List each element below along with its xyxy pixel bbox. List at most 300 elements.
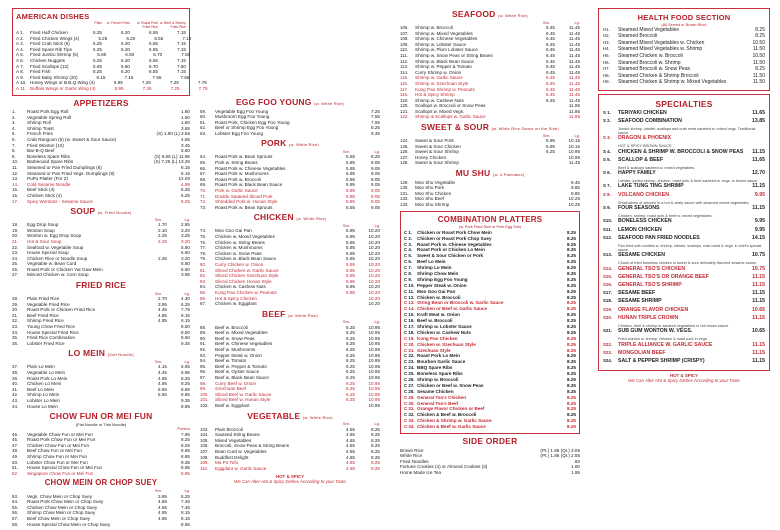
pork-item-number: 65. xyxy=(200,160,207,166)
seafood-item-name: Hot & Spicy Shrimp xyxy=(415,92,455,98)
vegetable-item-price: 8.25 xyxy=(371,454,380,460)
specialties-item-price: 11.15 xyxy=(752,341,765,348)
chowfun-item-number: 49. xyxy=(12,453,19,459)
appetizers-item-price: 6.15 xyxy=(181,165,190,170)
health-item-name: Steamed Mixed Vegetables xyxy=(618,26,679,33)
seafood-item-price: 6.45 xyxy=(546,47,555,53)
specialties-item-name: SESAME BEEF xyxy=(618,290,656,297)
beef-item-price: 10.95 xyxy=(368,330,380,336)
combo-item-number: C 26. xyxy=(404,376,415,382)
pork-item-price: 9.05 xyxy=(371,188,380,194)
combo-item-number: C 27. xyxy=(404,382,415,388)
chicken-item-name: Moo Goo Gai Pan xyxy=(215,228,252,234)
soup-item-number: 18. xyxy=(12,222,19,228)
sideorder-item-price: (Pt.) 1.95 (Qt.) 3.05 xyxy=(540,447,580,453)
lomein-item-name: Vegetable Lo Mein xyxy=(27,369,66,375)
pork-item-number: 67. xyxy=(200,171,207,177)
chicken-item-number: 83. xyxy=(200,278,207,284)
health-item-price: 8.25 xyxy=(755,33,765,40)
american-item-price: 5.65 xyxy=(93,63,102,69)
american-col-label: w. French Fries xyxy=(106,21,130,26)
specialties-item-number: S 2. xyxy=(603,117,611,123)
specialties-item-name: SUB GUM WONTON W. VEGS. xyxy=(618,328,693,335)
american-item-price: 5.95 xyxy=(114,85,124,91)
american-item-number: A 4. xyxy=(16,46,24,52)
pork-item-name: Roast Pork w. Chinese Vegetables xyxy=(215,165,286,171)
combo-item-price: 8.25 xyxy=(567,235,576,241)
chicken-item-number: 86. xyxy=(200,295,207,301)
appetizers-item-number: 10. xyxy=(12,159,19,165)
egg-foo-young-section xyxy=(200,98,380,136)
pork-col-label: Sm. xyxy=(342,149,350,154)
chicken-item-name: Chicken w. Eggplant xyxy=(215,301,257,307)
beef-item-name: Curry Beef w. Onion xyxy=(215,380,257,386)
appetizers-item-price: 1.50 xyxy=(181,114,190,120)
american-header-spacer xyxy=(16,22,74,30)
chicken-item-price: 5.95 xyxy=(346,261,355,267)
combo-item-price: 8.25 xyxy=(567,247,576,253)
soup-item-price: 2.10 xyxy=(158,227,167,233)
friedrice-item-number: 33. xyxy=(12,324,19,330)
combo-item-number: C 28. xyxy=(404,388,415,394)
american-item-price: 7.55 xyxy=(152,74,162,80)
american-dishes-title: AMERICAN DISHES xyxy=(16,12,90,21)
lomein-item-name: Lobster Lo Mein xyxy=(27,397,60,403)
health-item-number: H1. xyxy=(603,26,610,32)
combo-item-number: C 1. xyxy=(404,229,413,235)
appetizers-item xyxy=(12,199,190,205)
specialties-item-description: Chicken, shrimp, roast pork & beef w. mixed vegetables. xyxy=(618,214,713,219)
combo-item-name: Shrimp w. Broccoli xyxy=(417,376,459,382)
combo-item-name: Beef Lo Mein xyxy=(417,259,446,265)
pork-item-price: 5.95 xyxy=(346,160,355,166)
lomein-item-name: Roast Pork Lo Mein xyxy=(27,375,68,381)
chicken-item-price: 10.20 xyxy=(368,256,380,262)
pork-item-number: 71. xyxy=(200,193,207,199)
combo-item-name: Chicken or Beef w. Snow Peas xyxy=(417,382,484,388)
pork-section xyxy=(200,139,380,210)
chicken-item-price: 10.20 xyxy=(368,273,380,279)
pork-item-price: 5.95 xyxy=(346,171,355,177)
lomein-item-price: 5.55 xyxy=(158,386,167,392)
soup-item-number: 21. xyxy=(12,238,19,244)
combo-item-name: Chicken or Roast Pork Chop Suey xyxy=(417,235,492,241)
specialties-item-price: 11.15 xyxy=(752,314,765,321)
american-item-price: 6.55 xyxy=(149,46,158,52)
combo-item-number: C 19. xyxy=(404,335,415,341)
combo-item-price: 8.25 xyxy=(567,241,576,247)
seafood-item-price: 11.45 xyxy=(568,36,580,42)
combo-item-number: C 13. xyxy=(404,300,415,306)
specialties-item-number: S 3. xyxy=(603,135,611,141)
vegetable-item-name: Broccoli, Snow Peas & String Beans xyxy=(215,443,290,449)
combo-item-name: Shrimp Lo Mein xyxy=(417,265,452,271)
chow-fun-title: CHOW FUN OR MEI FUN xyxy=(49,411,153,422)
seafood-item-price: 6.45 xyxy=(546,24,555,30)
combination-platters-section xyxy=(400,211,580,434)
seafood-item-number: 110. xyxy=(400,47,409,53)
chicken-item-name: Sliced Chicken Szechuan Style xyxy=(215,273,279,279)
appetizers-item-number: 4. xyxy=(12,125,16,131)
seafood-item-price: 11.45 xyxy=(568,30,580,36)
chicken-item-name: Hot & Spicy Chicken xyxy=(215,295,257,301)
sideorder-item-name: White Rice xyxy=(400,453,423,459)
chicken-item-price: 10.20 xyxy=(368,284,380,290)
specialties-section xyxy=(598,94,770,371)
chowmein-item-number: 54. xyxy=(12,499,19,505)
seafood-item-price: 6.45 xyxy=(546,97,555,103)
american-item-price: 7.50 xyxy=(177,63,186,69)
chicken-item-price: 10.20 xyxy=(368,239,380,245)
pork-item-price: 9.05 xyxy=(371,171,380,177)
chowmein-item-price: 4.95 xyxy=(158,515,167,521)
specialties-item-number: S13. xyxy=(603,252,613,258)
combo-item-price: 8.25 xyxy=(567,288,576,294)
mushu-item-name: Moo Shu Beef xyxy=(415,196,445,202)
seafood-item-number: 114. xyxy=(400,69,409,75)
specialties-item-number: S 5. xyxy=(603,156,611,162)
american-item-price: 7.65 xyxy=(180,74,190,80)
beef-item-price: 10.95 xyxy=(368,363,380,369)
combo-item-name: Orange Flavor Chicken or Beef xyxy=(417,406,485,412)
specialties-item-number: S12. xyxy=(603,234,613,240)
eggfooyoung-item-name: Roast Pork, Chicken Egg Foo Young xyxy=(215,119,290,125)
specialties-item-name: GENERAL TSO'S OR ORANGE BEEF xyxy=(618,273,709,280)
soup-item-number: 20. xyxy=(12,233,19,239)
health-item-name: Steamed Chicken & Shrimp w. Mixed Vegetables xyxy=(618,79,727,86)
combo-item-number: C 11. xyxy=(404,288,415,294)
seafood-item-name: Scallops w. Mixed Vegs. xyxy=(415,108,465,114)
american-item-price: 7.75 xyxy=(198,85,208,91)
chowfun-item-name: House Special Chow Fun or Mei Fun xyxy=(27,465,103,471)
pork-item-price: 9.05 xyxy=(371,204,380,210)
american-item-name: Fried Spare Rib Tips xyxy=(30,46,72,52)
seafood-item-number: 120. xyxy=(400,103,409,109)
sweet-sour-title-text: SWEET & SOUR xyxy=(421,122,490,133)
pork-item-price: 5.95 xyxy=(346,193,355,199)
appetizers-list xyxy=(12,109,190,204)
american-item-price: 7.25 xyxy=(142,85,152,91)
american-item-price: 6.20 xyxy=(121,41,130,47)
american-item-name: Honey Wings or B.B.Q Wing (4) xyxy=(30,80,95,86)
sweetsour-item-name: Sweet & Sour Shrimp xyxy=(415,149,459,155)
beef-item-name: Beef w. Mushrooms xyxy=(215,347,256,353)
american-item-price: 6.55 xyxy=(149,30,158,36)
sweetsour-item-price: 11.45 xyxy=(568,160,580,166)
american-item-price: 6.20 xyxy=(121,46,130,52)
friedrice-item-name: Shrimp Fried Rice xyxy=(27,318,64,324)
specialties-item xyxy=(603,119,765,127)
appetizers-item-number: 17. xyxy=(12,198,19,204)
seafood-item-name: Shrimp w. Lobster Sauce xyxy=(415,41,467,47)
american-col-label: Plain xyxy=(94,21,102,26)
american-item-price: 7.15 xyxy=(177,57,186,63)
beef-item-price: 6.25 xyxy=(346,330,355,336)
health-food-section xyxy=(598,8,770,91)
american-item-price: 7.25 xyxy=(169,80,179,86)
appetizers-item-name: Spicy Wontons - Sesame Sauce xyxy=(27,198,93,204)
sweet-sour-title xyxy=(400,123,580,133)
vegetable-item-number: 105. xyxy=(200,437,209,443)
chicken-item-price: 5.95 xyxy=(346,239,355,245)
chicken-item-price: 10.20 xyxy=(368,233,380,239)
chowfun-item-price: 8.25 xyxy=(181,437,190,443)
appetizers-item-name: Crab Rangoon (8) (w. Sweet & Sour Sauce) xyxy=(27,137,117,143)
friedrice-item-number: 32. xyxy=(12,318,19,324)
appetizers-item-name: Fried Wonton (10) xyxy=(27,142,64,148)
seafood-item-price: 11.45 xyxy=(568,92,580,98)
appetizers-item-name: Shrimp Toast xyxy=(27,125,54,131)
chowfun-item-name: Chicken Chow Fun or Mei Fun xyxy=(27,442,90,448)
beef-item-number: 92. xyxy=(200,347,207,353)
lomein-item-price: 8.25 xyxy=(181,375,190,381)
american-rows xyxy=(16,30,208,92)
beef-item-price: 10.95 xyxy=(368,335,380,341)
mushu-item-number: 133. xyxy=(400,201,409,207)
combo-item-number: C 18. xyxy=(404,329,415,335)
health-item-price: 10.50 xyxy=(752,39,765,46)
health-item-name: Steamed Broccoli xyxy=(618,33,658,40)
fried-rice-title: FRIED RICE xyxy=(75,280,127,291)
chowmein-item-number: 55. xyxy=(12,504,19,510)
combo-item-number: C 34. xyxy=(404,424,415,430)
soup-item-name: Chicken Rice or Noodle Soup xyxy=(27,255,88,261)
chowfun-col-label: Portion xyxy=(177,426,190,432)
soup-item-name: Minced Chicken w. Corn Soup xyxy=(27,272,89,278)
friedrice-item-name: Fried Rice Combination xyxy=(27,335,75,341)
beef-item-number: 99. xyxy=(200,386,207,392)
seafood-item-price: 6.45 xyxy=(546,92,555,98)
pork-item-number: 66. xyxy=(200,165,207,171)
seafood-item-number: 122. xyxy=(400,114,409,120)
appetizers-section xyxy=(12,99,190,205)
american-item-number: A 10. xyxy=(16,80,27,86)
chowmein-col-label: Sm. xyxy=(154,488,162,494)
chowmein-item-name: Shrimp Chow Mein or Chop Suey xyxy=(27,510,96,516)
chicken-item-name: Sliced Chicken Hunan Style xyxy=(215,278,272,284)
specialties-item-number: S22. xyxy=(603,341,613,347)
chowmein-item-number: 56. xyxy=(12,510,19,516)
vegetable-item-price: 8.25 xyxy=(371,465,380,471)
health-item-name: Steamed Broccoli w. Shrimp xyxy=(618,59,681,66)
beef-item-price: 6.25 xyxy=(346,369,355,375)
pork-item-price: 9.05 xyxy=(371,165,380,171)
health-item-price: 8.25 xyxy=(755,26,765,33)
lomein-item-number: 42. xyxy=(12,392,19,398)
chowmein-item-name: House Special Chow Mein or Chop Suey xyxy=(27,521,111,527)
eggfooyoung-item-name: Mushroom Egg Foo Young xyxy=(215,114,270,120)
vegetable-subtitle: (w. White Rice) xyxy=(302,414,333,420)
american-item-price: 7.25 xyxy=(141,80,151,86)
chicken-item-number: 76. xyxy=(200,239,207,245)
specialties-list xyxy=(603,111,765,368)
specialties-item-number: S23. xyxy=(603,349,613,355)
combo-item-price: 8.25 xyxy=(567,394,576,400)
specialties-item-description: Lobster, jumbo shrimp, chicken, roast pork & beef sauteed w. vegs. in brown sauce. xyxy=(618,179,759,184)
combo-item-price: 8.25 xyxy=(567,306,576,312)
american-item-price: 6.20 xyxy=(126,35,136,41)
lomein-item-price: 4.45 xyxy=(158,369,167,375)
specialties-item xyxy=(603,329,765,337)
appetizers-item-number: 8. xyxy=(12,148,16,154)
pork-item-price: 9.05 xyxy=(371,182,380,188)
beef-item-name: Sliced Beef w. Hunan Style xyxy=(215,397,271,403)
sweetsour-item xyxy=(400,160,580,166)
appetizers-item-number: 7. xyxy=(12,142,16,148)
beef-item-number: 95. xyxy=(200,363,207,369)
vegetable-item-number: 108. xyxy=(200,454,209,460)
mu-shu-section xyxy=(400,169,580,207)
appetizers-item-name: PuPu Platter (For 2) xyxy=(27,176,68,182)
soup-item-number: 25. xyxy=(12,261,19,267)
specialties-item-name: LAKE TUNG TING SHRIMP xyxy=(618,183,684,190)
american-item-price: 7.50 xyxy=(181,52,191,58)
egg-foo-young-subtitle: (w. White Rice) xyxy=(314,101,345,106)
lomein-item-price: 8.95 xyxy=(181,403,190,409)
chicken-subtitle: (w. White Rice) xyxy=(296,216,327,222)
combo-item-number: C 16. xyxy=(404,318,415,324)
specialties-item-number: S21. xyxy=(603,328,613,334)
specialties-item-price: 11.15 xyxy=(752,357,765,364)
specialties-item-number: S20. xyxy=(603,314,613,320)
mushu-item-price: 10.25 xyxy=(568,201,580,207)
seafood-item-name: Shrimp & Scallops w. Garlic Sauce xyxy=(415,114,486,120)
health-item-number: H7. xyxy=(603,66,610,72)
chicken-item-price: 5.95 xyxy=(346,278,355,284)
american-item-number: A 6. xyxy=(16,57,24,63)
specialties-item-price: 9.95 xyxy=(754,191,765,198)
seafood-item-price: 11.45 xyxy=(568,75,580,81)
seafood-item-name: Shrimp w. Black Bean Sauce xyxy=(415,58,474,64)
health-item-number: H4. xyxy=(603,46,610,52)
specialties-item-name: SEAFOOD COMBINATION xyxy=(618,117,682,124)
specialties-item-number: S 6. xyxy=(603,170,611,176)
mu-shu-list xyxy=(400,180,580,208)
specialties-item-number: S24. xyxy=(603,357,613,363)
soup-item-number: 24. xyxy=(12,255,19,261)
lomein-item-number: 39. xyxy=(12,375,19,381)
lomein-item-price: 6.65 xyxy=(181,364,190,370)
american-item-name: Fried Jumbo Shrimp (5) xyxy=(30,52,79,58)
lomein-item-number: 37. xyxy=(12,364,19,370)
chicken-item-name: Chicken w. Black Bean Sauce xyxy=(215,256,277,262)
beef-item-number: 100. xyxy=(200,391,209,397)
beef-item-price: 10.95 xyxy=(368,391,380,397)
footer-note-right xyxy=(598,374,770,384)
combo-item-name: Kung Pao Chicken xyxy=(417,335,458,341)
chicken-item-number: 79. xyxy=(200,256,207,262)
sideorder-item xyxy=(400,470,580,476)
eggfooyoung-item-number: 63. xyxy=(200,130,207,136)
combo-item-name: General Tso's Chicken xyxy=(417,394,467,400)
specialties-item-number: S17. xyxy=(603,290,613,296)
specialties-item-number: S16. xyxy=(603,282,613,288)
seafood-item-number: 106. xyxy=(400,24,409,30)
side-order-section xyxy=(400,437,580,475)
lo-mein-list xyxy=(12,360,190,409)
lo-mein-title-text: LO MEIN xyxy=(68,348,106,359)
seafood-item-price: 11.95 xyxy=(568,103,580,109)
combo-item-price: 8.25 xyxy=(567,229,576,235)
chicken-item-price: 5.95 xyxy=(346,233,355,239)
eggfooyoung-item-price: 7.95 xyxy=(371,119,380,125)
beef-item-price: 10.95 xyxy=(368,352,380,358)
chowfun-item-number: 51. xyxy=(12,465,19,471)
soup-title-text: SOUP xyxy=(70,206,96,217)
seafood-item-price: 11.45 xyxy=(568,52,580,58)
soup-subtitle: (w. Fried Noodle) xyxy=(97,210,132,216)
alter-note: We Can Alter Hot & Spicy Dishes According to your Taste xyxy=(234,479,346,485)
seafood-item-price: 11.45 xyxy=(568,47,580,53)
soup-item-price: 5.60 xyxy=(181,250,190,256)
chicken-item-number: 78. xyxy=(200,250,207,256)
chicken-item-name: Chicken w. Snow Peas xyxy=(215,250,262,256)
eggfooyoung-item-price: 7.25 xyxy=(371,108,380,114)
american-item-number: A 9. xyxy=(16,74,24,80)
appetizers-title: APPETIZERS xyxy=(73,97,129,108)
friedrice-item-price: 8.50 xyxy=(181,335,190,341)
combo-item-price: 8.25 xyxy=(567,353,576,359)
eggfooyoung-item-name: Lobster Egg Foo Young xyxy=(215,130,264,136)
pork-item-price: 5.95 xyxy=(346,188,355,194)
mushu-item-price: 9.45 xyxy=(571,179,580,185)
appetizers-item-price: (S) 1.90 (L) 3.55 xyxy=(156,131,190,137)
chicken-section xyxy=(200,213,380,306)
beef-item-price: 10.95 xyxy=(368,341,380,347)
lomein-item-number: 38. xyxy=(12,369,19,375)
american-item-name: Buffalo Wings or Garlic Wing (4) xyxy=(30,85,96,91)
egg-foo-young-title xyxy=(200,98,380,108)
chicken-item-price: 10.20 xyxy=(368,250,380,256)
lomein-item-name: Chicken Lo Mein xyxy=(27,381,62,387)
american-item-number: A 5. xyxy=(16,52,24,58)
seafood-item-number: 115. xyxy=(400,75,409,81)
appetizers-item-number: 9. xyxy=(12,153,16,159)
chowmein-item-price: 8.15 xyxy=(181,515,190,521)
chowmein-col-label: Lg. xyxy=(184,488,190,494)
specialties-item-name: BONELESS CHICKEN xyxy=(618,218,672,225)
eggfooyoung-item-number: 59. xyxy=(200,108,207,114)
pork-item-number: 69. xyxy=(200,182,207,188)
column-4 xyxy=(598,8,770,384)
chicken-item-price: 5.95 xyxy=(346,284,355,290)
combo-item-name: Szechuan Style xyxy=(417,347,451,353)
seafood-item-price: 11.45 xyxy=(568,64,580,70)
seafood-item-number: 107. xyxy=(400,30,409,36)
appetizers-item-price: 1.60 xyxy=(181,109,190,115)
soup-item-price: 2.25 xyxy=(158,233,167,239)
chicken-item-price: 10.20 xyxy=(368,301,380,307)
combo-item-price: 8.25 xyxy=(567,312,576,318)
specialties-item xyxy=(603,171,765,179)
combo-item-price: 8.25 xyxy=(567,318,576,324)
specialties-item-price: 11.65 xyxy=(752,156,765,163)
seafood-item-name: Shrimp w. Chinese Vegetables xyxy=(415,36,478,42)
pork-list xyxy=(200,150,380,210)
beef-item-name: Beef w. Snow Peas xyxy=(215,335,255,341)
american-item-price: 7.15 xyxy=(182,35,192,41)
chicken-item-price: 10.20 xyxy=(368,278,380,284)
eggfooyoung-item-number: 60. xyxy=(200,114,207,120)
american-item-price: 5.25 xyxy=(98,35,108,41)
beef-item-price: 10.95 xyxy=(368,375,380,381)
appetizers-item-number: 16. xyxy=(12,192,19,198)
appetizers-item-price: 6.15 xyxy=(181,170,190,176)
pork-item xyxy=(200,205,380,211)
chicken-item-number: 77. xyxy=(200,245,207,251)
vegetable-item-price: 8.25 xyxy=(371,460,380,466)
health-item-name: Steamed Mixed Vegetables w. Chicken xyxy=(618,39,705,46)
